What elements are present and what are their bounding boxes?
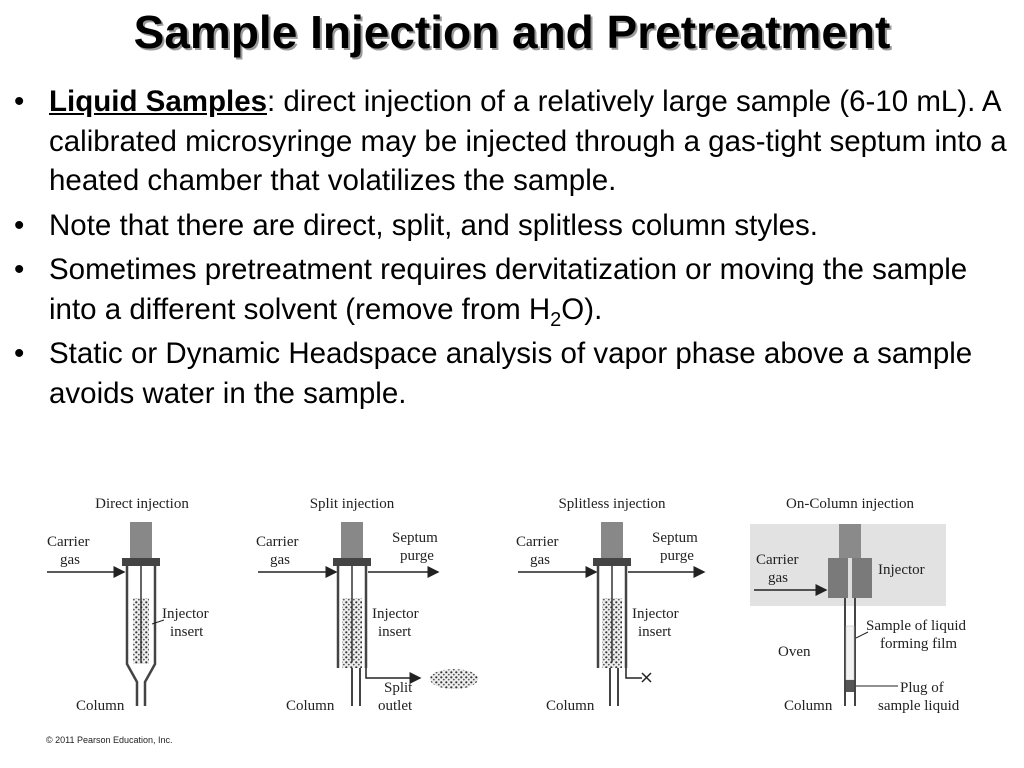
bullet-term: Liquid Samples xyxy=(49,85,268,118)
insert-label-line1: Injector xyxy=(162,606,209,622)
plug-label-line2: sample liquid xyxy=(878,698,960,714)
film-label-line1: Sample of liquid xyxy=(866,618,966,634)
insert-label-line1: Injector xyxy=(372,606,419,622)
column-tube xyxy=(610,668,618,706)
bullet-liquid-samples xyxy=(12,82,1012,201)
injector-bore xyxy=(848,558,852,598)
bullet-list xyxy=(12,82,1012,418)
oncolumn-title: On-Column injection xyxy=(786,496,914,512)
septum-label-line1: Septum xyxy=(392,530,438,546)
split-outlet-arrow xyxy=(366,668,420,678)
syringe-block xyxy=(130,522,152,558)
bullet-dot: • xyxy=(14,337,25,370)
column-tube xyxy=(352,668,360,706)
column-label: Column xyxy=(546,698,595,714)
split-injection-diagram xyxy=(256,496,478,714)
bullet-text: O). xyxy=(561,292,603,326)
slide-title: Sample Injection and Pretreatment xyxy=(133,6,891,58)
carrier-label-line1: Carrier xyxy=(756,552,799,568)
plug-label-line1: Plug of xyxy=(900,680,944,696)
closed-valve-icon xyxy=(642,673,651,682)
syringe-block xyxy=(839,524,861,558)
carrier-label-line2: gas xyxy=(60,552,80,568)
carrier-label-line1: Carrier xyxy=(47,534,90,550)
injector-label: Injector xyxy=(878,562,925,578)
split-title: Split injection xyxy=(309,496,395,512)
insert-label-line2: insert xyxy=(170,624,204,640)
split-vent-cloud xyxy=(430,669,478,689)
oncolumn-injection-diagram xyxy=(750,496,966,714)
outlet-label-line1: Split xyxy=(384,680,413,696)
bullet-text: : direct injection of a relatively large sample (6-10 mL). A calibrated microsyringe may be injected through a gas-tight septum into a heated chamber that volatilizes the sample. xyxy=(49,85,1007,197)
bullet-text: Sometimes pretreatment requires dervitatization or moving the sample into a different solvent (remove from H xyxy=(49,253,968,326)
septum xyxy=(333,558,371,566)
column-label: Column xyxy=(784,698,833,714)
bullet-dot: • xyxy=(14,85,25,118)
bullet-column-styles xyxy=(12,206,1012,246)
oven-label: Oven xyxy=(778,644,811,660)
splitless-injection-diagram xyxy=(516,496,704,714)
septum-label-line1: Septum xyxy=(652,530,698,546)
bullet-dot: • xyxy=(14,208,25,242)
column-label: Column xyxy=(286,698,335,714)
carrier-label-line1: Carrier xyxy=(516,534,559,550)
closed-outlet xyxy=(626,668,642,678)
bullet-text: Note that there are direct, split, and splitless column styles. xyxy=(49,208,818,242)
splitless-title: Splitless injection xyxy=(558,496,666,512)
liquid-plug xyxy=(846,680,854,692)
carrier-label-line2: gas xyxy=(530,552,550,568)
carrier-label-line1: Carrier xyxy=(256,534,299,550)
septum xyxy=(122,558,160,566)
septum xyxy=(593,558,631,566)
bullet-pretreatment xyxy=(12,250,1012,329)
septum-label-line2: purge xyxy=(660,548,694,564)
liquid-film xyxy=(846,626,854,680)
copyright-notice: © 2011 Pearson Education, Inc. xyxy=(46,735,173,745)
direct-title: Direct injection xyxy=(95,496,189,512)
carrier-label-line2: gas xyxy=(768,570,788,586)
direct-injection-diagram xyxy=(47,496,209,714)
insert-label-line2: insert xyxy=(638,624,672,640)
carrier-label-line2: gas xyxy=(270,552,290,568)
syringe-block xyxy=(341,522,363,558)
bullet-headspace xyxy=(12,334,1012,413)
septum-label-line2: purge xyxy=(400,548,434,564)
bullet-text: Static or Dynamic Headspace analysis of vapor phase above a sample avoids water in the sample. xyxy=(49,337,973,410)
outlet-label-line2: outlet xyxy=(378,698,413,714)
insert-label-line2: insert xyxy=(378,624,412,640)
film-label-line2: forming film xyxy=(880,636,958,652)
bullet-dot: • xyxy=(14,253,25,286)
insert-label-line1: Injector xyxy=(632,606,679,622)
column-label: Column xyxy=(76,698,125,714)
injection-diagrams xyxy=(0,486,1024,726)
syringe-block xyxy=(601,522,623,558)
subscript: 2 xyxy=(550,308,562,331)
